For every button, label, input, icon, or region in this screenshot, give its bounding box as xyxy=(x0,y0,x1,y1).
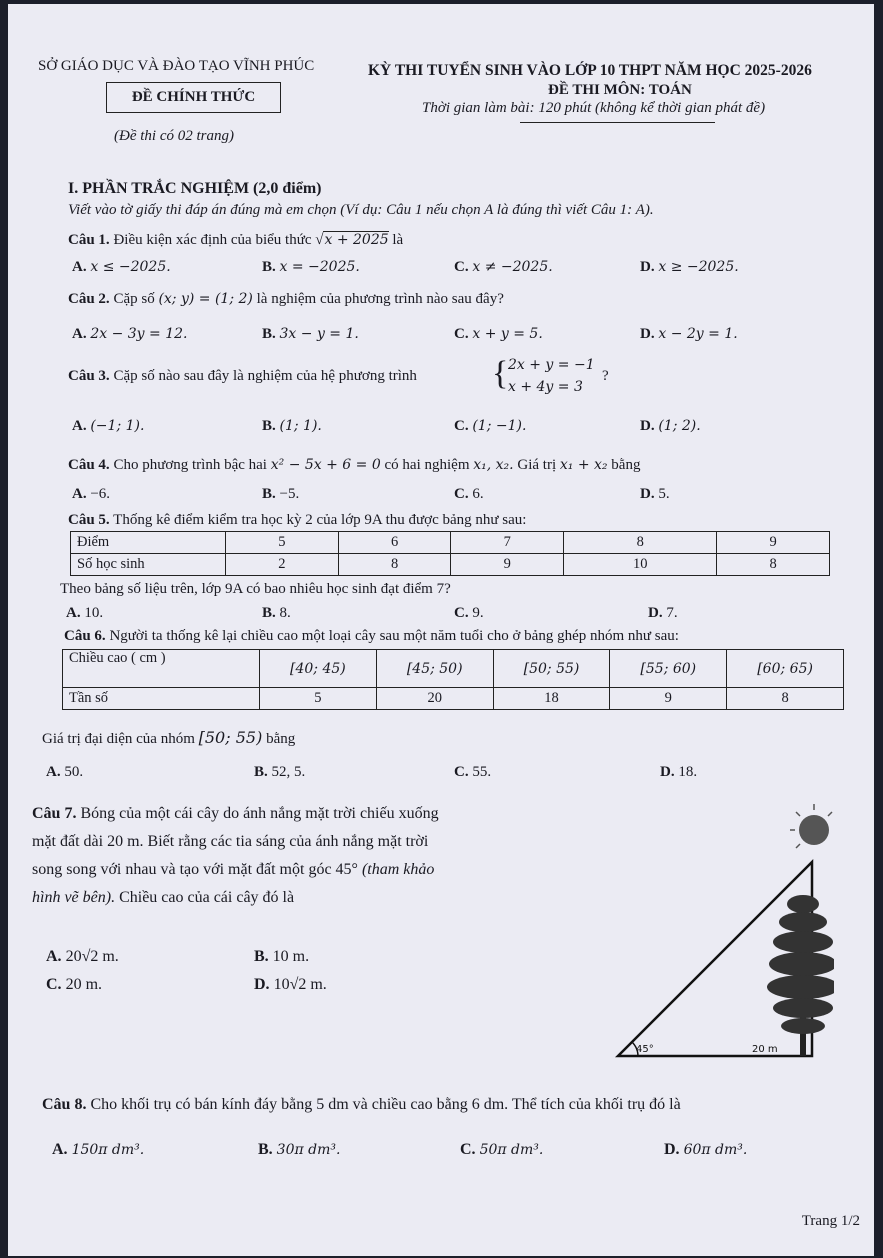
q7-option-d: D. 10√2 m. xyxy=(254,976,327,993)
table-row: Số học sinh 2 8 9 10 8 xyxy=(71,554,830,576)
question-8: Câu 8. Cho khối trụ có bán kính đáy bằng 5 dm và chiều cao bằng 6 dm. Thể tích của khối trụ đó là xyxy=(42,1096,681,1113)
sun-icon xyxy=(790,804,832,848)
q6-question: Giá trị đại diện của nhóm [50; 55) bằng xyxy=(42,728,296,747)
header-underline xyxy=(520,122,715,123)
department-name: SỞ GIÁO DỤC VÀ ĐÀO TẠO VĨNH PHÚC xyxy=(38,58,315,74)
q7-option-b: B. 10 m. xyxy=(254,948,310,965)
q1-option-d: D. x ≥ −2025. xyxy=(640,259,739,275)
question-3: Câu 3. Cặp số nào sau đây là nghiệm của hệ phương trình xyxy=(68,368,417,384)
system-brace-icon: { xyxy=(492,355,509,392)
sqrt-icon: √ xyxy=(315,232,324,248)
q6-option-b: B. 52, 5. xyxy=(254,764,306,780)
q3-option-d: D. (1; 2). xyxy=(640,418,701,434)
question-1 xyxy=(68,232,403,249)
exam-page: SỞ GIÁO DỤC VÀ ĐÀO TẠO VĨNH PHÚC KỲ THI TUYỂN SINH VÀO LỚP 10 THPT NĂM HỌC 2025-2026 ĐỀ CHÍNH THỨC ĐỀ THI MÔN: TOÁN Thời gian làm bài: 120 phút (không kể thời gian phát đề) (Đề thi có 02 trang) I. PHẦN TRẮC NGHIỆM (2,0 điểm) Viết vào tờ giấy thi đáp án đúng mà em chọn (Ví dụ: Câu 1 nếu chọn A là đúng thì viết Câu 1: A). Câu 1. Điều kiện xác định của biểu thức √x + 2025 là A. x ≤ −2025. B. x = −2025. C. x ≠ −2025. D. x ≥ −2025. Câu 2. Cặp số (x; y) = (1; 2) là nghiệm của phương trình nào sau đây? A. 2x − 3y = 12. B. 3x − y = 1. C. x + y = 5. D. x − 2y = 1. Câu 3. Cặp số nào sau đây là nghiệm của hệ phương trình { 2x + y = −1 x + 4y = 3 ? A. (−1; 1). B. (1; 1). C. (1; −1). D. (1; 2). Câu 4. Cho phương trình bậc hai x² − 5x + 6 = 0 có hai nghiệm x₁, x₂. Giá trị x₁ + x₂ bằng A. −6. B. −5. C. 6. D. 5. Câu 5. Thống kê điểm kiểm tra học kỳ 2 của lớp 9A thu được bảng như sau: Điểm 5 6 7 8 9 Số học sinh 2 8 9 10 8 Theo bảng số liệu trên, lớp 9A có bao nhiêu học sinh đạt điểm 7? A. 10. B. 8. C. 9. D. 7. Câu 6. Người ta thống kê lại chiều cao một loại cây sau một năm tuổi cho ở bảng ghép nhóm như sau: Chiều cao ( cm ) [40; 45) [45; 50) [50; 55) [55; 60) [60; 65) Tần số 5 20 18 9 8 Giá trị đại diện của nhóm [50; 55) bằng A. 50. B. 52, 5. C. 55. D. 18. Câu 7. Bóng của một cái cây do ánh nắng mặt trời chiếu xuống mặt đất dài 20 m. Biết rằng các tia sáng của ánh nắng mặt trời song song với nhau và tạo với mặt đất một góc 45° (tham khảo hình vẽ bên). Chiều cao của cái cây đó là A. 20√2 m. B. 10 m. C. 20 m. D. 10√2 m. 45° 20 m Câu 8. Cho khối trụ có bán kính đáy bằng 5 dm và chiều cao bằng 6 dm. Thể tích của khối trụ đó là A. 150π dm³. B. 30π dm³. C. 50π dm³. D. 60π dm³. Trang 1/2 xyxy=(8,4,874,1256)
q3-option-b: B. (1; 1). xyxy=(262,418,322,434)
radicand: x + 2025 xyxy=(324,232,389,248)
q2-option-b: B. 3x − y = 1. xyxy=(262,326,359,342)
height-table xyxy=(62,649,844,710)
table-row: Chiều cao ( cm ) [40; 45) [45; 50) [50; 55) [55; 60) [60; 65) xyxy=(63,650,844,688)
q6-option-c: C. 55. xyxy=(454,764,492,780)
angle-label: 45° xyxy=(636,1044,654,1055)
q1-option-a: A. x ≤ −2025. xyxy=(72,259,171,275)
tree-shadow-figure xyxy=(594,794,834,1072)
system-equation-2: x + 4y = 3 xyxy=(508,379,583,395)
q7-option-a: A. 20√2 m. xyxy=(46,948,119,965)
table-row: Tần số 5 20 18 9 8 xyxy=(63,688,844,710)
q8-option-a: A. 150π dm³. xyxy=(52,1141,145,1158)
exam-time: Thời gian làm bài: 120 phút (không kể thời gian phát đề) xyxy=(422,100,766,116)
q5-option-d: D. 7. xyxy=(648,605,678,621)
tree-icon xyxy=(767,895,834,1056)
question-4: Câu 4. Cho phương trình bậc hai x² − 5x + 6 = 0 có hai nghiệm x₁, x₂. Giá trị x₁ + x₂ bằng xyxy=(68,457,641,473)
pages-note: (Đề thi có 02 trang) xyxy=(114,128,234,144)
question-5: Câu 5. Thống kê điểm kiểm tra học kỳ 2 của lớp 9A thu được bảng như sau: xyxy=(68,512,527,528)
q6-option-d: D. 18. xyxy=(660,764,698,780)
q4-option-b: B. −5. xyxy=(262,486,300,502)
section-title: I. PHẦN TRẮC NGHIỆM (2,0 điểm) xyxy=(68,180,322,197)
question-label: Câu 1. xyxy=(68,232,110,248)
q5-question: Theo bảng số liệu trên, lớp 9A có bao nhiêu học sinh đạt điểm 7? xyxy=(60,581,451,597)
q2-option-a: A. 2x − 3y = 12. xyxy=(72,326,188,342)
question-7: Câu 7. Bóng của một cái cây do ánh nắng mặt trời chiếu xuống mặt đất dài 20 m. Biết rằng các tia sáng của ánh nắng mặt trời song song với nhau và tạo với mặt đất một góc 45° (tham khảo hình vẽ bên). Chiều cao của cái cây đó là xyxy=(32,805,439,906)
q3-option-c: C. (1; −1). xyxy=(454,418,527,434)
q4-option-d: D. 5. xyxy=(640,486,670,502)
q8-option-d: D. 60π dm³. xyxy=(664,1141,748,1158)
q7-option-c: C. 20 m. xyxy=(46,976,103,993)
q3-option-a: A. (−1; 1). xyxy=(72,418,145,434)
q2-option-d: D. x − 2y = 1. xyxy=(640,326,738,342)
system-equation-1: 2x + y = −1 xyxy=(508,357,595,373)
q5-option-c: C. 9. xyxy=(454,605,484,621)
q4-option-c: C. 6. xyxy=(454,486,484,502)
q6-option-a: A. 50. xyxy=(46,764,84,780)
q5-option-b: B. 8. xyxy=(262,605,291,621)
q5-option-a: A. 10. xyxy=(66,605,104,621)
question-6: Câu 6. Người ta thống kê lại chiều cao một loại cây sau một năm tuổi cho ở bảng ghép nhóm như sau: xyxy=(64,628,679,644)
question-tail: là xyxy=(392,232,404,248)
page-number: Trang 1/2 xyxy=(801,1213,860,1229)
q4-option-a: A. −6. xyxy=(72,486,111,502)
quadratic-equation: x² − 5x + 6 = 0 xyxy=(270,457,381,473)
q1-option-c: C. x ≠ −2025. xyxy=(454,259,553,275)
score-table xyxy=(70,531,830,576)
q1-option-b: B. x = −2025. xyxy=(262,259,360,275)
q8-option-b: B. 30π dm³. xyxy=(258,1141,341,1158)
question-2: Câu 2. Cặp số (x; y) = (1; 2) là nghiệm của phương trình nào sau đây? xyxy=(68,291,504,307)
exam-title: KỲ THI TUYỂN SINH VÀO LỚP 10 THPT NĂM HỌC 2025-2026 xyxy=(368,62,812,79)
length-label: 20 m xyxy=(752,1044,778,1055)
exam-subject: ĐỀ THI MÔN: TOÁN xyxy=(548,82,692,98)
pair-expression: (x; y) = (1; 2) xyxy=(158,291,253,307)
table-row: Điểm 5 6 7 8 9 xyxy=(71,532,830,554)
q2-option-c: C. x + y = 5. xyxy=(454,326,543,342)
q8-option-c: C. 50π dm³. xyxy=(460,1141,544,1158)
question-text: Điều kiện xác định của biểu thức xyxy=(113,232,312,248)
official-stamp: ĐỀ CHÍNH THỨC xyxy=(106,82,281,113)
section-instruction: Viết vào tờ giấy thi đáp án đúng mà em chọn (Ví dụ: Câu 1 nếu chọn A là đúng thì viết Câu 1: A). xyxy=(68,202,654,218)
